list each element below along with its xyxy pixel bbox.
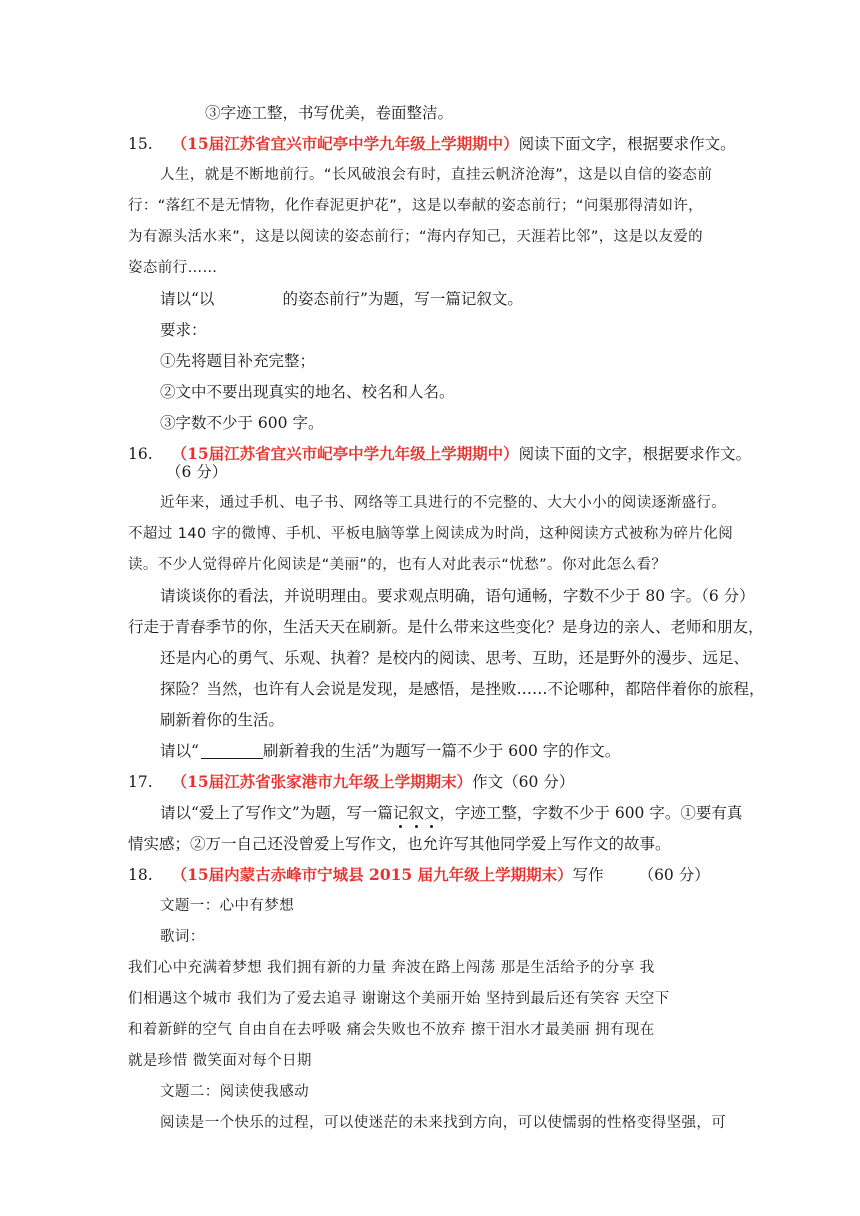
question-number: 16. [128,445,153,463]
question-source: （15届江苏省宜兴市屺亭中学九年级上学期期中） [171,444,519,463]
question-15-header [128,134,736,154]
question-source: （15届江苏省宜兴市屺亭中学九年级上学期期中） [171,134,519,153]
question-score: （60 分） [638,866,710,884]
question-instruction: 阅读下面文字，根据要求作文。 [518,135,736,153]
topic-2-title: 文题二：阅读使我感动 [160,1084,309,1100]
lyrics-label: 歌词： [160,929,205,945]
q16-prompt-2: 请以“ 刷新着我的生活”为题写一篇不少于 600 字的作文。 [160,742,621,760]
emphasis-dot: 文 [423,804,440,822]
question-17-header [128,772,574,792]
emphasis-dot: 叙 [408,804,424,822]
question-instruction: 作文（60 分） [472,773,575,791]
question-instruction: 写作 [572,866,604,884]
lyrics-line: 就是珍惜 微笑面对每个日期 [128,1053,312,1069]
lyrics-line: 我们心中充满着梦想 我们拥有新的力量 奔波在路上闯荡 那是生活给予的分享 我 [128,960,655,976]
q16-body-line: 近年来，通过手机、电子书、网络等工具进行的不完整的、大大小小的阅读逐渐盛行。 [160,495,727,511]
question-16-header [128,444,751,464]
question-number: 15. [128,135,153,153]
q15-body-line: 行：“落红不是无情物，化作春泥更护花”，这是以奉献的姿态前行；“问渠那得清如许， [128,198,704,214]
emphasis-dot: 记 [392,804,409,822]
q15-requirements-label: 要求： [160,321,207,339]
question-18-header [128,865,710,885]
q16-extra-line: 刷新着你的生活。 [160,711,285,729]
topic-2-body-line: 阅读是一个快乐的过程，可以使迷茫的未来找到方向，可以使懦弱的性格变得坚强，可 [160,1115,727,1131]
question-instruction: 阅读下面的文字，根据要求作文。 [518,445,752,463]
question-number: 17. [128,773,153,791]
q16-prompt: 请谈谈你的看法，并说明理由。要求观点明确，语句通畅，字数不少于 80 字。（6 分） [160,587,755,605]
q16-extra-line: 还是内心的勇气、乐观、执着？是校内的阅读、思考、互助，还是野外的漫步、远足、 [160,649,750,667]
q17-line-1: 请以“爱上了写作文”为题，写一篇记叙文，字迹工整，字数不少于 600 字。①要有真 [160,804,743,822]
q15-requirement: ②文中不要出现真实的地名、校名和人名。 [160,383,455,401]
q16-score: （6 分） [166,463,228,481]
q16-extra-line: 行走于青春季节的你，生活天天在刷新。是什么带来这些变化？是身边的亲人、老师和朋友， [128,618,764,636]
q15-prompt: 请以“以 的姿态前行”为题，写一篇记叙文。 [160,290,523,308]
lyrics-line: 和着新鲜的空气 自由自在去呼吸 痛会失败也不放弃 擦干泪水才最美丽 拥有现在 [128,1022,655,1038]
q15-body-line: 姿态前行…… [128,260,218,276]
topic-1-title: 文题一：心中有梦想 [160,898,295,914]
question-source: （15届内蒙古赤峰市宁城县 2015 届九年级上学期期末） [171,865,573,884]
q15-requirement: ①先将题目补充完整； [160,352,316,370]
q16-body-line: 读。不少人觉得碎片化阅读是“美丽”的，也有人对此表示“忧愁”。你对此怎么看？ [128,557,667,573]
q17-line-2: 情实感；②万一自己还没曾爱上写作文，也允许写其他同学爱上写作文的故事。 [128,835,671,853]
q16-body-line: 不超过 140 字的微博、手机、平板电脑等掌上阅读成为时尚，这种阅读方式被称为碎片化阅 [128,526,734,542]
lyrics-line: 们相遇这个城市 我们为了爱去追寻 谢谢这个美丽开始 坚持到最后还有笑容 天空下 [128,991,670,1007]
title-blank-underline [201,742,263,759]
q15-body-line: 人生，就是不断地前行。“长风破浪会有时，直挂云帆济沧海”，这是以自信的姿态前 [160,167,713,183]
top-requirement-3: ③字迹工整，书写优美，卷面整洁。 [205,104,454,122]
question-source: （15届江苏省张家港市九年级上学期期末） [171,772,473,791]
q15-requirement: ③字数不少于 600 字。 [160,414,324,432]
question-number: 18. [128,866,153,884]
q15-body-line: 为有源头活水来”，这是以阅读的姿态前行；“海内存知己，天涯若比邻”，这是以友爱的 [128,229,704,245]
q16-extra-line: 探险？当然，也许有人会说是发现，是感悟，是挫败……不论哪种，都陪伴着你的旅程， [160,680,765,698]
